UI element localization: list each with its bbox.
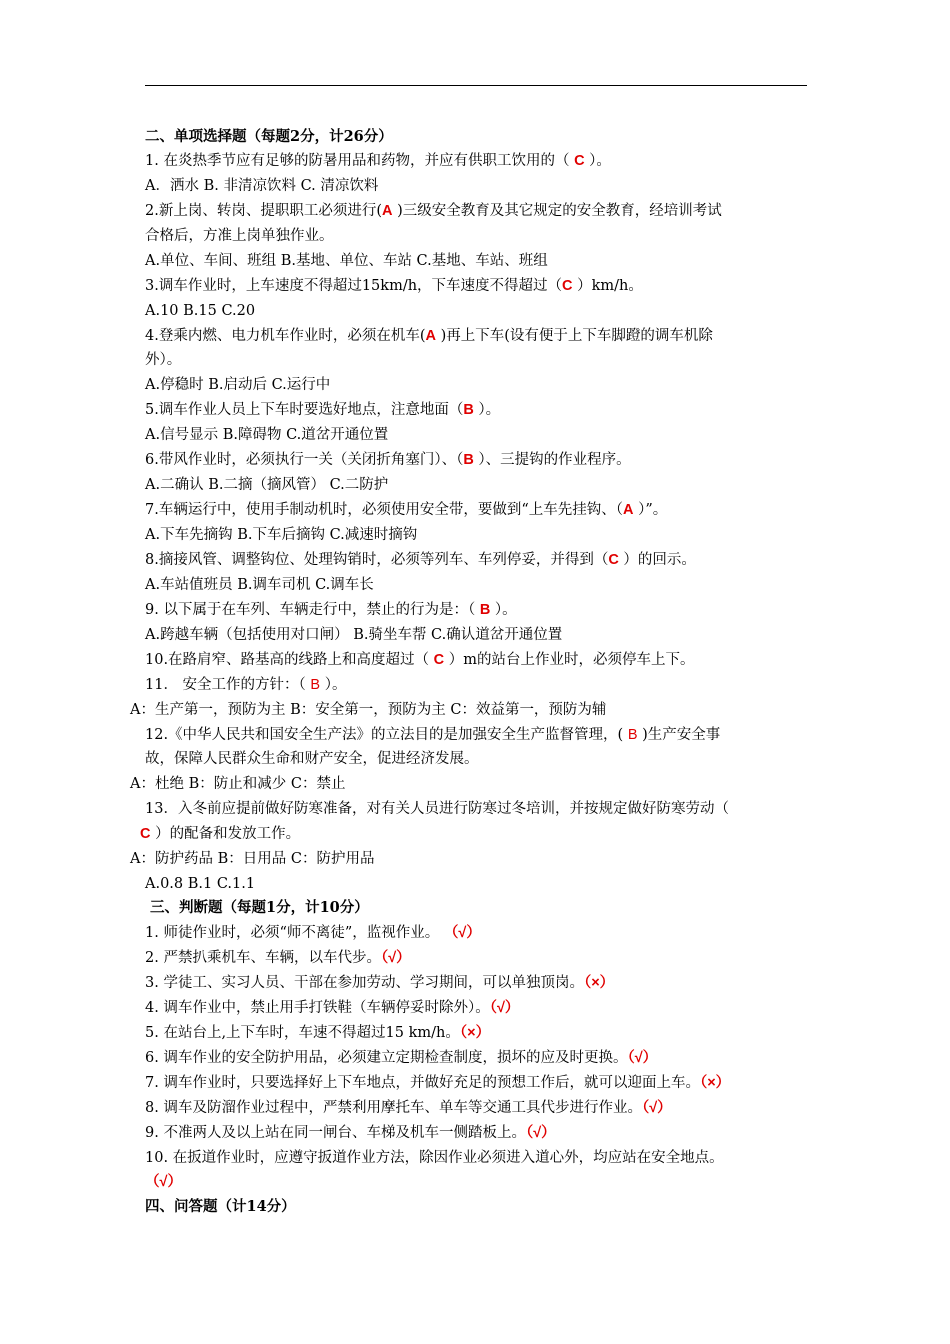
options-line: A.下车先摘钩 B.下车后摘钩 C.减速时摘钩	[145, 527, 418, 543]
question-line: 故，保障人民群众生命和财产安全，促进经济发展。	[145, 751, 479, 767]
answer-mark: （√）	[443, 925, 481, 941]
answer-mark: B	[463, 402, 474, 418]
question-line: 13．入冬前应提前做好防寒准备，对有关人员进行防寒过冬培训，并按规定做好防寒劳动（	[145, 801, 729, 817]
answer-mark: （√）	[627, 1050, 658, 1066]
answer-mark: （√）	[525, 1125, 556, 1141]
answer-mark: B	[463, 452, 474, 468]
question-line: 12.《中华人民共和国安全生产法》的立法目的是加强安全生产监督管理，( B )生产安全事	[145, 727, 721, 743]
answer-mark: （√）	[380, 950, 411, 966]
judgment-item: 7. 调车作业时，只要选择好上下车地点，并做好充足的预想工作后，就可以迎面上车。（×）	[145, 1075, 731, 1091]
judgment-item: 5. 在站台上,上下车时，车速不得超过15 km/h。（×）	[145, 1025, 491, 1041]
question-line: C ）的配备和发放工作。	[140, 826, 301, 842]
options-line: A.10 B.15 C.20	[145, 303, 256, 319]
answer-mark: （√）	[145, 1174, 182, 1190]
answer-mark: C	[574, 153, 585, 169]
options-line: A.单位、车间、班组 B.基地、单位、车站 C.基地、车站、班组	[145, 253, 548, 269]
question-line: 5.调车作业人员上下车时要选好地点，注意地面（B ）。	[145, 402, 501, 418]
question-line: 4.登乘内燃、电力机车作业时，必须在机车(A )再上下车(设有便于上下车脚蹬的调车机除	[145, 328, 713, 344]
judgment-item: 4. 调车作业中，禁止用手打铁鞋（车辆停妥时除外）。（√）	[145, 1000, 520, 1016]
judgment-item	[145, 1172, 182, 1192]
answer-mark: （×）	[699, 1075, 731, 1091]
options-line: A：杜绝 B：防止和减少 C：禁止	[130, 776, 346, 792]
question-line: 11． 安全工作的方针：（ B ）。	[145, 677, 347, 693]
options-line: A.二确认 B.二摘（摘风管） C.二防护	[145, 477, 389, 493]
options-line: A：防护药品 B：日用品 C：防护用品	[130, 851, 375, 867]
answer-mark: （√）	[641, 1100, 672, 1116]
answer-mark: B	[479, 602, 491, 618]
options-line: A.信号显示 B.障碍物 C.道岔开通位置	[145, 427, 389, 443]
answer-mark: A	[623, 502, 634, 518]
question-line: 3.调车作业时，上车速度不得超过15km/h，下车速度不得超过（C ）km/h。	[145, 278, 643, 294]
question-line: 1. 在炎热季节应有足够的防暑用品和药物，并应有供职工饮用的（ C ）。	[145, 153, 611, 169]
judgment-item: 10. 在扳道作业时，应遵守扳道作业方法，除因作业必须进入道心外，均应站在安全地点。	[145, 1150, 724, 1166]
question-line: 8.摘接风管、调整钩位、处理钩销时，必须等列车、车列停妥，并得到（C ）的回示。	[145, 552, 696, 568]
options-line: A.车站值班员 B.调车司机 C.调车长	[145, 577, 374, 593]
question-line: 10.在路肩窄、路基高的线路上和高度超过（ C ）m的站台上作业时，必须停车上下。	[145, 652, 695, 668]
answer-mark: C	[140, 826, 151, 842]
question-line: 6.带风作业时，必须执行一关（关闭折角塞门）、（B ）、三提钩的作业程序。	[145, 452, 631, 468]
options-line: A：生产第一，预防为主 B：安全第一，预防为主 C：效益第一，预防为辅	[130, 702, 607, 718]
answer-mark: C	[608, 552, 619, 568]
answer-mark: B	[627, 727, 638, 743]
answer-mark: C	[562, 278, 573, 294]
options-line: A.0.8 B.1 C.1.1	[145, 876, 256, 892]
answer-mark: A	[382, 203, 393, 219]
question-line: 9. 以下属于在车列、车辆走行中，禁止的行为是：（ B ）。	[145, 602, 517, 618]
answer-mark: （×）	[459, 1025, 491, 1041]
question-line: 7.车辆运行中，使用手制动机时，必须使用安全带，要做到“上车先挂钩、（A ）”。	[145, 502, 668, 518]
options-line: A.停稳时 B.启动后 C.运行中	[145, 377, 331, 393]
question-line: 外）。	[145, 352, 182, 368]
judgment-item: 8. 调车及防溜作业过程中，严禁利用摩托车、单车等交通工具代步进行作业。（√）	[145, 1100, 672, 1116]
section2-title: 二、单项选择题（每题2分，计26分）	[145, 128, 393, 145]
answer-mark: A	[425, 328, 436, 344]
answer-mark: （×）	[583, 975, 615, 991]
question-line: 合格后，方准上岗单独作业。	[145, 228, 334, 244]
judgment-item: 9. 不准两人及以上站在同一闸台、车梯及机车一侧踏板上。（√）	[145, 1125, 556, 1141]
section3-title: 三、判断题（每题1分，计10分）	[150, 899, 369, 916]
judgment-item: 1. 师徒作业时，必须“师不离徒”，监视作业。 （√）	[145, 925, 481, 941]
section4-title: 四、问答题（计14分）	[145, 1198, 296, 1215]
judgment-item: 3. 学徒工、实习人员、干部在参加劳动、学习期间，可以单独顶岗。（×）	[145, 975, 615, 991]
answer-mark: （√）	[489, 1000, 520, 1016]
judgment-item: 2. 严禁扒乘机车、车辆，以车代步。（√）	[145, 950, 411, 966]
answer-mark: C	[433, 652, 445, 668]
header-rule	[145, 85, 807, 86]
judgment-item: 6. 调车作业的安全防护用品，必须建立定期检查制度，损坏的应及时更换。（√）	[145, 1050, 658, 1066]
answer-mark: B	[310, 677, 321, 693]
question-line: 2.新上岗、转岗、提职职工必须进行(A )三级安全教育及其它规定的安全教育，经培训考试	[145, 203, 722, 219]
options-line: A．洒水 B. 非清凉饮料 C. 清凉饮料	[145, 178, 379, 194]
options-line: A.跨越车辆（包括使用对口闸） B.骑坐车帮 C.确认道岔开通位置	[145, 627, 563, 643]
